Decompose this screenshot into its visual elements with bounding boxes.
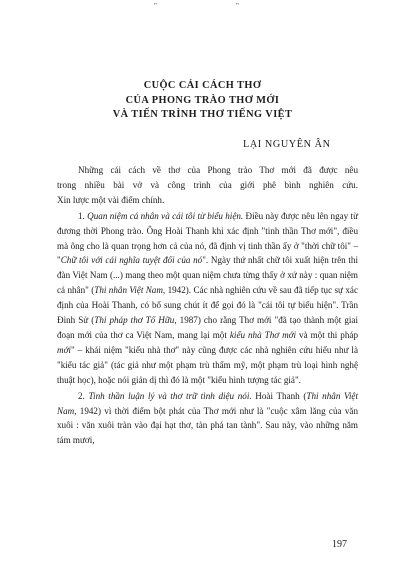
- paragraph-1-text: và một thi pháp: [296, 329, 358, 340]
- paragraph-1-source: Thi nhân Việt Nam: [94, 285, 163, 296]
- article-title: [30, 79, 375, 123]
- intro-line-1: Những cái cách về thơ của Phong trào Thơ mới đã được nêu: [78, 165, 358, 175]
- paragraph-1-emphasis: mới: [57, 344, 71, 355]
- paragraph-1-text: , 1987) cho rằng Thơ mới "đã tạo thành một giai đoạn mới của thơ ca Việt Nam, mang lại một: [57, 315, 358, 340]
- paragraph-1: [57, 209, 358, 388]
- paragraph-1-quote: Chữ tôi với cái nghĩa tuyệt đối của nó: [60, 255, 203, 266]
- paragraph-2-source: Thi nhân Việt Nam: [57, 390, 358, 416]
- paragraph-1-text: , 1942). Các nhà nghiên cứu về sau đã tiếp tục sự xác định của Hoài Thanh, có bổ sung chút ít để gọi đó là "cái tôi tự biểu hiện". Trần Đình Sử (: [57, 285, 358, 326]
- page-number: 197: [332, 539, 347, 550]
- paragraph-2: [57, 389, 358, 449]
- author-name: LẠI NGUYÊN ÂN: [243, 139, 331, 150]
- paragraph-1-text: Điều này được nêu lên ngay từ đương thời Phong trào. Ông Hoài Thanh khi xác định "tinh thần Thơ mới", điều mà ông cho là quan trọng hơn cả của nó, đã định vị tinh thần ấy ở "thời chữ tôi" – ": [57, 210, 359, 266]
- paragraph-1-text: ". Ngày thứ nhất chữ tôi xuất hiện trên thi đàn Việt Nam (...) mang theo một quan niệm chưa từng thấy ở xứ này : quan niệm cá nhân" (: [57, 255, 358, 296]
- paragraph-1-emphasis: kiểu nhà Thơ mới: [229, 329, 297, 340]
- header-mark-right: ": [236, 2, 239, 10]
- paragraph-2-text: , 1942) vì thời điểm bột phát của Thơ mới như là "cuộc xâm lăng của văn xuôi : văn xuôi tràn vào đại hạt thơ, tàn phá tan tành". Sau này, vào những năm tám mươi,: [57, 405, 358, 446]
- title-line-3: VÀ TIẾN TRÌNH THƠ TIẾNG VIỆT: [112, 109, 293, 120]
- paragraph-1-heading: Quan niệm cá nhân và cái tôi từ biểu hiện.: [87, 210, 244, 221]
- paragraph-1-source: Thi pháp thơ Tố Hữu: [94, 315, 175, 326]
- paragraph-2-number: 2.: [78, 390, 85, 401]
- article-body: [57, 163, 358, 448]
- intro-line-3: Xin lược một vài điểm chính.: [57, 194, 165, 205]
- paragraph-1-text: " – khái niệm "kiểu nhà thơ" này cũng được các nhà nghiên cứu hiểu như là "kiểu tác giả" (tác giả như một phạm trù thẩm mỹ, một phạm trù loại hình nghệ thuật học), hoặc nói giản dị thì đó là một "kiểu hình tượng tác giả".: [57, 344, 358, 385]
- paragraph-1-number: 1.: [78, 210, 85, 221]
- intro-line-2: trong nhiều bài vở và công trình của giới phê bình nghiên cứu.: [57, 179, 358, 190]
- paragraph-2-heading: Tinh thần luận lý và thơ trữ tình diệu nói.: [88, 390, 252, 401]
- title-line-1: CUỘC CẢI CÁCH THƠ: [143, 80, 262, 91]
- header-mark-left: ": [154, 2, 157, 10]
- paragraph-2-text: Hoài Thanh (: [251, 390, 307, 401]
- title-line-2: CỦA PHONG TRÀO THƠ MỚI: [125, 94, 280, 106]
